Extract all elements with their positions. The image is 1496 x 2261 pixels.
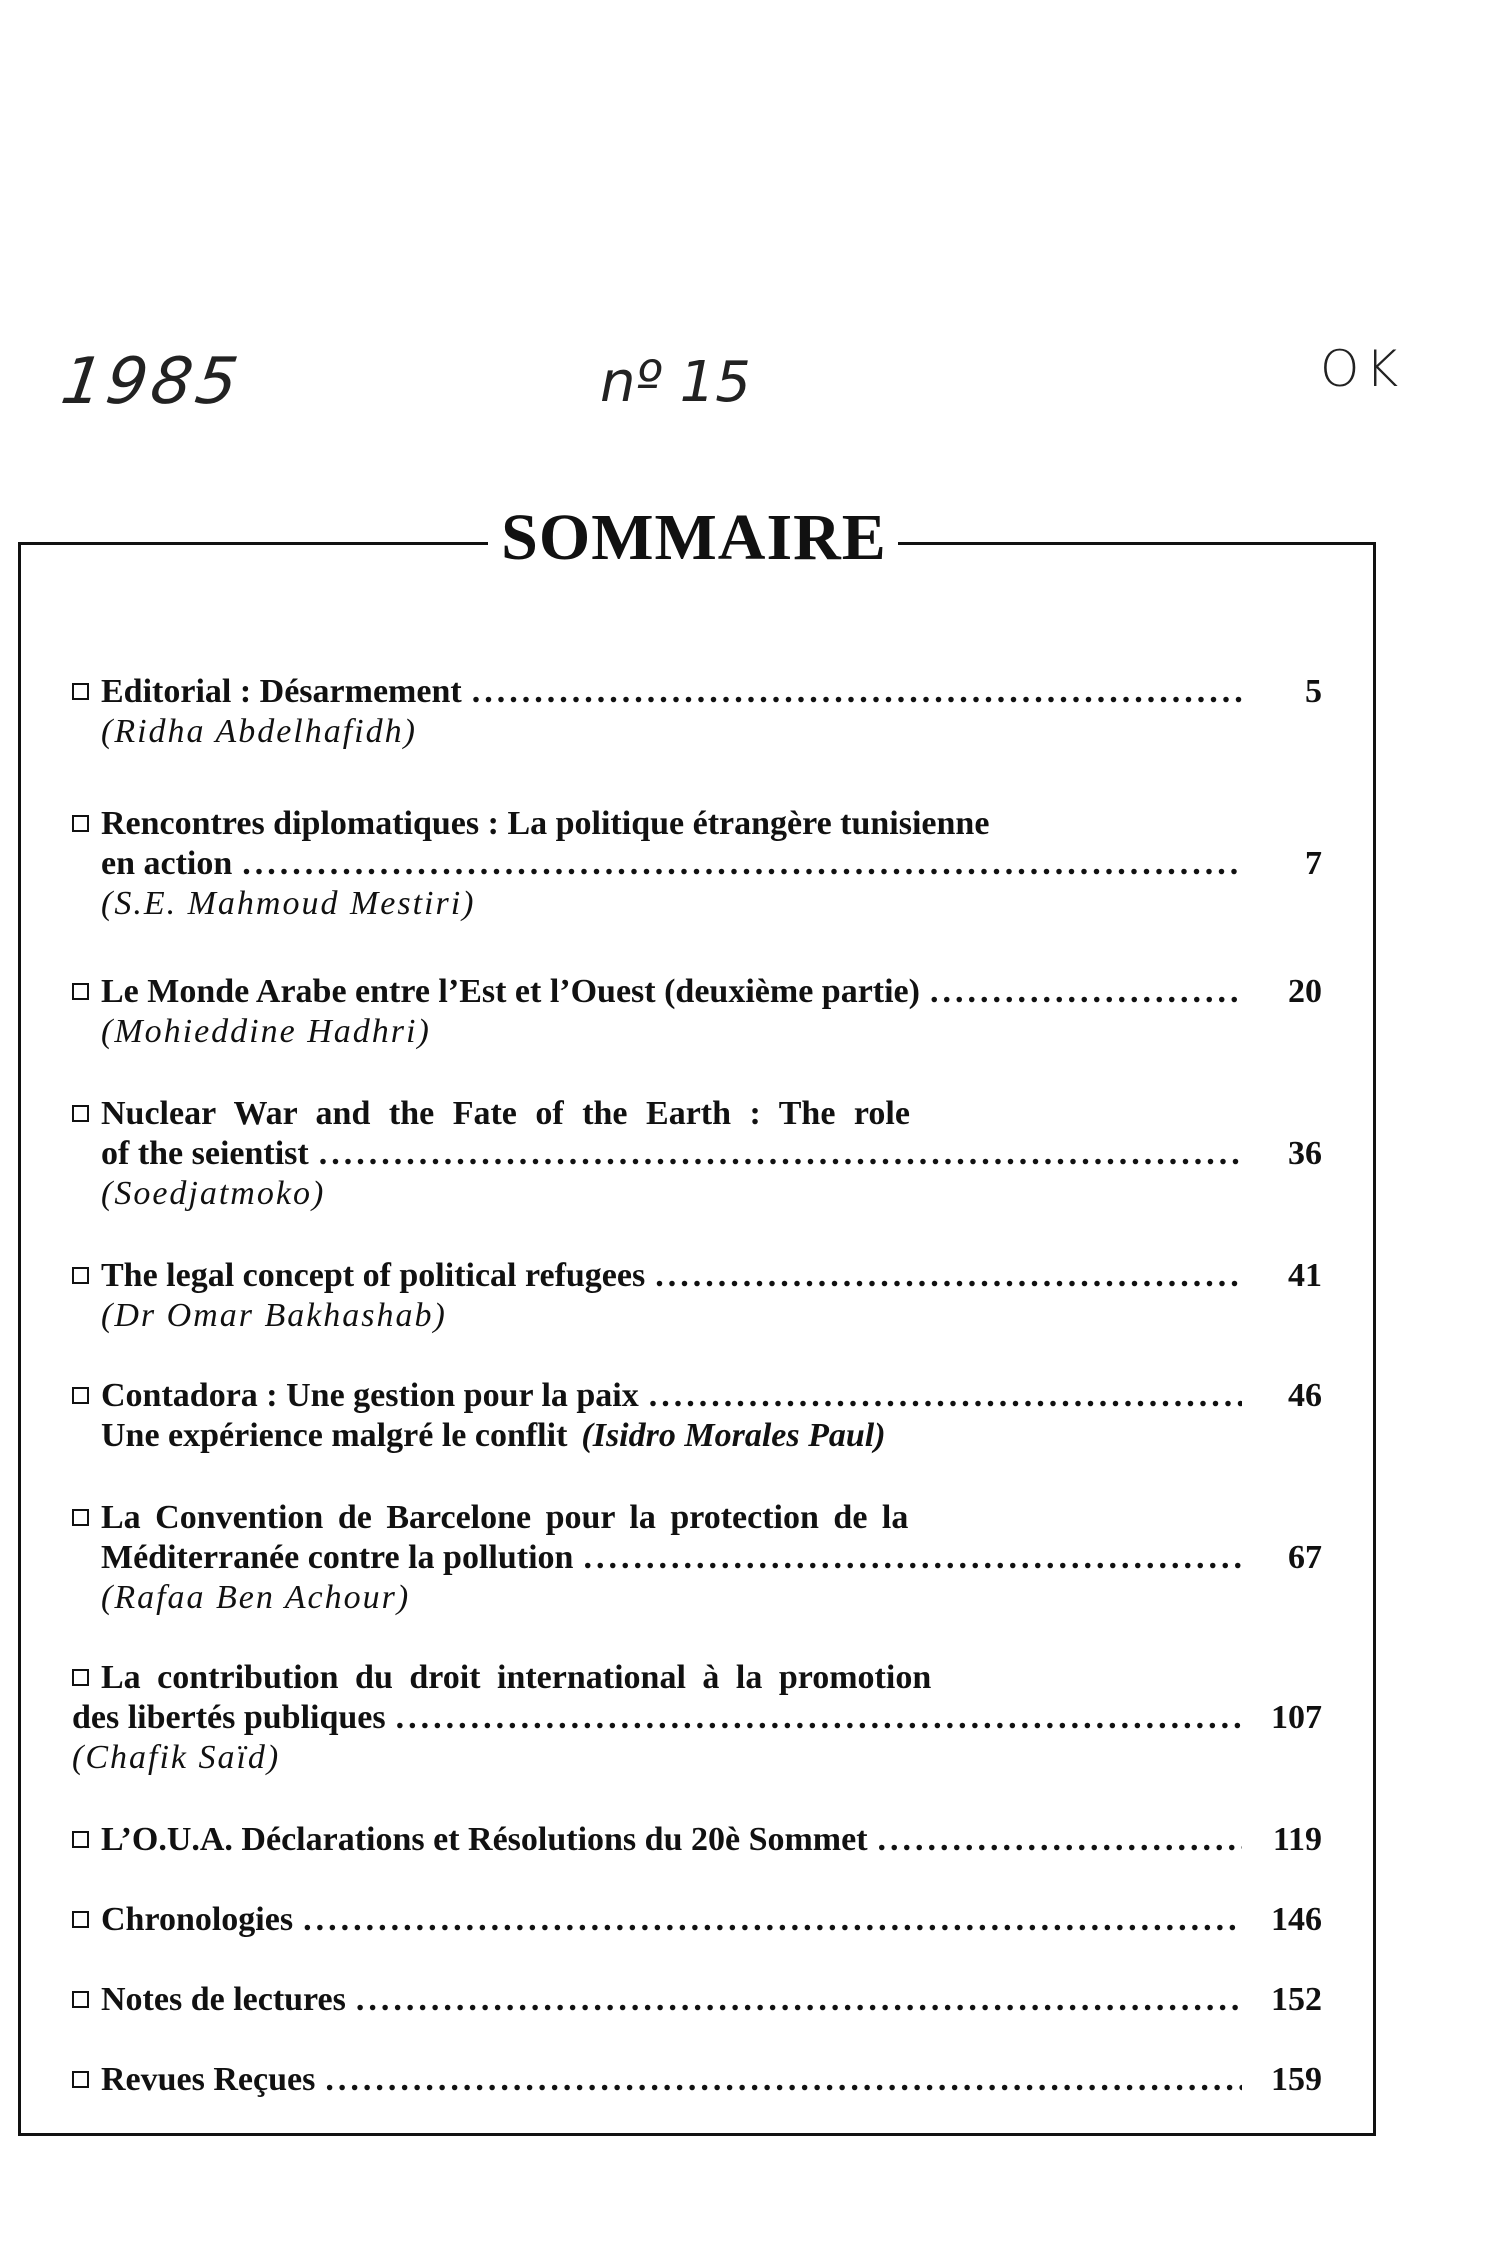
entry-title: Notes de lectures — [101, 1981, 346, 2018]
checkbox-icon — [72, 1509, 89, 1526]
checkbox-icon — [72, 683, 89, 700]
checkbox-icon — [72, 1831, 89, 1848]
toc-entry[interactable] — [72, 972, 1322, 1052]
dot-leader — [655, 1256, 1242, 1296]
dot-leader — [472, 672, 1242, 712]
dot-leader — [878, 1820, 1242, 1860]
page-number: 5 — [1305, 673, 1322, 710]
checkbox-icon — [72, 1669, 89, 1686]
entry-title: La contribution du droit international à la promotion — [101, 1659, 932, 1696]
toc-entry[interactable] — [72, 1820, 1322, 1860]
toc-entry[interactable] — [72, 804, 1322, 924]
page-number: 146 — [1271, 1901, 1322, 1938]
checkbox-icon — [72, 2071, 89, 2088]
toc-entry[interactable] — [72, 1658, 1322, 1778]
checkbox-icon — [72, 1387, 89, 1404]
dot-leader — [649, 1376, 1242, 1416]
handwritten-ok-mark: OK — [1320, 340, 1405, 398]
page-number: 41 — [1288, 1257, 1322, 1294]
entry-title: L’O.U.A. Déclarations et Résolutions du 20è Sommet — [101, 1821, 868, 1858]
dot-leader — [242, 844, 1242, 884]
page-number: 7 — [1305, 845, 1322, 882]
checkbox-icon — [72, 983, 89, 1000]
toc-entry[interactable] — [72, 1980, 1322, 2020]
entry-title: The legal concept of political refugees — [101, 1257, 646, 1294]
toc-entry[interactable] — [72, 1094, 1322, 1214]
entry-title: Rencontres diplomatiques : La politique étrangère tunisienne — [101, 805, 990, 842]
entry-title-continued: en action — [101, 845, 233, 882]
toc-entry[interactable] — [72, 1256, 1322, 1336]
contents-frame — [18, 544, 1376, 2136]
handwritten-year: 1985 — [56, 345, 247, 419]
entry-title: Editorial : Désarmement — [101, 673, 462, 710]
entry-title: Le Monde Arabe entre l’Est et l’Ouest (deuxième partie) — [101, 973, 920, 1010]
toc-entry[interactable] — [72, 1498, 1322, 1618]
checkbox-icon — [72, 1991, 89, 2008]
dot-leader — [303, 1900, 1242, 1940]
toc-entry[interactable] — [72, 2060, 1322, 2100]
entry-title: Revues Reçues — [101, 2061, 316, 2098]
entry-author: (Ridha Abdelhafidh) — [101, 713, 417, 750]
entry-title: Nuclear War and the Fate of the Earth : The role — [101, 1095, 910, 1132]
toc-entry[interactable] — [72, 1900, 1322, 1940]
dot-leader — [325, 2060, 1242, 2100]
entry-title: Contadora : Une gestion pour la paix — [101, 1377, 639, 1414]
page-number: 46 — [1288, 1377, 1322, 1414]
handwritten-issue-number: nº 15 — [600, 350, 751, 415]
entry-title-continued: of the seientist — [101, 1135, 309, 1172]
entry-author: (Dr Omar Bakhashab) — [101, 1297, 447, 1334]
entry-author: (Isidro Morales Paul) — [581, 1417, 886, 1454]
page-title: SOMMAIRE — [501, 501, 887, 574]
entry-author: (Soedjatmoko) — [101, 1175, 326, 1212]
dot-leader — [583, 1538, 1242, 1578]
dot-leader — [356, 1980, 1242, 2020]
entry-subtitle: Une expérience malgré le conflit — [101, 1417, 568, 1454]
dot-leader — [396, 1698, 1242, 1738]
page-number: 67 — [1288, 1539, 1322, 1576]
entry-author: (Rafaa Ben Achour) — [101, 1579, 411, 1616]
entry-title: Chronologies — [101, 1901, 294, 1938]
page-number: 20 — [1288, 973, 1322, 1010]
toc-entry[interactable] — [72, 672, 1322, 752]
toc-entry[interactable] — [72, 1376, 1322, 1456]
checkbox-icon — [72, 1105, 89, 1122]
checkbox-icon — [72, 1267, 89, 1284]
entry-title: La Convention de Barcelone pour la protection de la — [101, 1499, 909, 1536]
entry-title-continued: Méditerranée contre la pollution — [101, 1539, 574, 1576]
entry-author: (Mohieddine Hadhri) — [101, 1013, 431, 1050]
page-number: 152 — [1271, 1981, 1322, 2018]
page-number: 119 — [1272, 1821, 1322, 1858]
entry-author: (S.E. Mahmoud Mestiri) — [101, 885, 476, 922]
page-number: 107 — [1271, 1699, 1322, 1736]
dot-leader — [319, 1134, 1242, 1174]
entry-title-continued: des libertés publiques — [72, 1699, 386, 1736]
entry-author: (Chafik Saïd) — [72, 1739, 281, 1776]
checkbox-icon — [72, 815, 89, 832]
dot-leader — [930, 972, 1242, 1012]
page-number: 159 — [1271, 2061, 1322, 2098]
page-number: 36 — [1288, 1135, 1322, 1172]
checkbox-icon — [72, 1911, 89, 1928]
